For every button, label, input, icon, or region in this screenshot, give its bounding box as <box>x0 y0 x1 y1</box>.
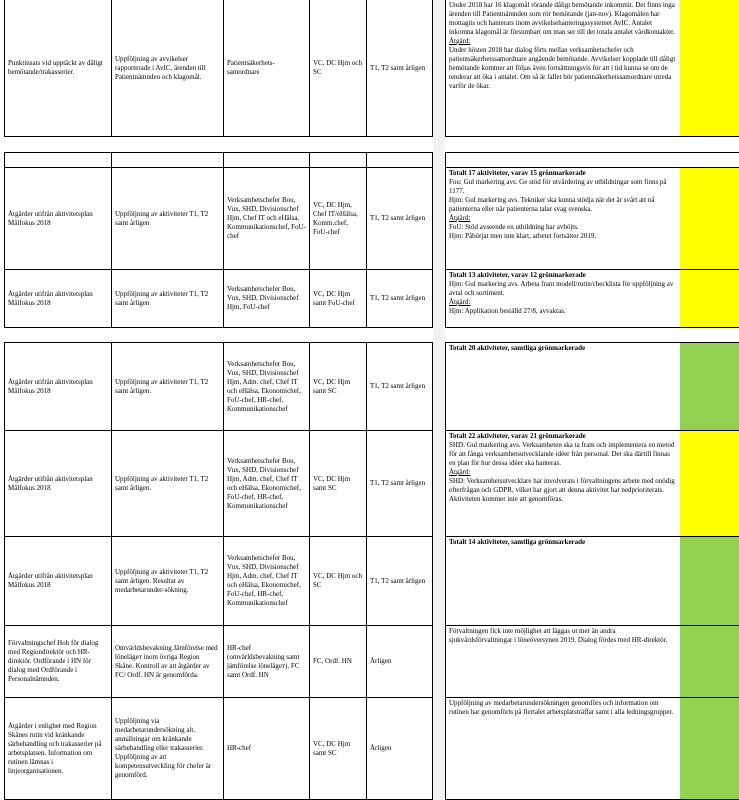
responsible-cell: HR-chef <box>224 698 310 800</box>
reporting-cell: VC, DC Hjm och SC <box>310 0 367 137</box>
method-cell: Uppföljning av aktiviteter T1, T2 samt årligen <box>112 270 224 328</box>
status-indicator-yellow <box>680 431 739 537</box>
responsible-cell: Verksamhetschefer Bou, Vux, SHD, Divisionschef Hjm, FoU-chef <box>224 270 310 328</box>
activity-cell: Åtgärder utifrån aktivitetsplan Målfokus 2018 <box>4 168 112 270</box>
result-cell: Totalt 20 aktiviteter, samtliga grönmarkerade <box>445 342 681 431</box>
result-cell: Under 2018 har 16 klagomål rörande dåligt bemötande inkommit. Det finns inga ärenden till Patientnämnden som rör bemötande (jan-nov). Klagomålen har mottagits och hanterats inom avvikelsehanteringssystemet AvIC. Antalet inkomna klagomål är försumbart om man ser till det totala antalet vårdkontakter. Åtgärd: Under hösten 2018 har dialog förts mellan verksamhetschefer och patientsäkerhetssamordnare angående bemötande. Avvikelser kopplade till dåligt bemötande kommer att följas även fortsättningsvis för att i tid kunna se om de tenderar att öka i antalet. Om så är fallet bör patientsäkerhetssamordnare utreda varför de ökar. <box>445 0 681 137</box>
responsible-cell: Verksamhetschefer Bou, Vux, SHD, Divisionschef Hjm, Adm. chef, Chef IT och eHälsa, Ekonomichef, FoU-chef, HR-chef, Kommunikationschef <box>224 431 310 537</box>
timing-cell: T1, T2 samt årligen <box>367 0 433 137</box>
status-indicator-green <box>680 537 739 626</box>
result-cell: Totalt 13 aktiviteter, varav 12 grönmarkerade Hjm: Gul markering avs. Arbeta fram modell/rutin/checklista för uppföljning av avtal och sortiment. Åtgärd: Hjm: Applikation beställd 27/8, avvaktas. <box>445 270 681 328</box>
result-cell: Uppföljning av medarbetarundersökningen genomförs och information om rutinen har genomförts på flertalet arbetsplatsträffar samt i alla ledningsgrupper. <box>445 698 681 800</box>
timing-cell: T1, T2 samt årligen <box>367 342 433 431</box>
reporting-cell: VC, DC Hjm samt SC <box>310 698 367 800</box>
timing-cell: T1, T2 samt årligen <box>367 537 433 626</box>
result-cell: Förvaltningen fick inte möjlighet att läggas ut mer än andra sjukvårdsförvaltningar i löneöversynen 2019. Dialog fördes med HR-direktör. <box>445 626 681 698</box>
timing-cell: T1, T2 samt årligen <box>367 168 433 270</box>
blank-cell <box>112 152 224 168</box>
timing-cell: T1, T2 samt årligen <box>367 431 433 537</box>
activity-cell: Åtgärder i enlighet med Region Skånes rutin vid kränkande särbehandling och trakasserier på arbetsplatsen. Information om rutinen lämnas i linjeorganisationen. <box>4 698 112 800</box>
activity-cell: Åtgärder utifrån aktivitetsplan Målfokus 2018 <box>4 342 112 431</box>
method-cell: Omvärldsbevakning Jämförelse med lönelägет inom övriga Region Skåne. Kontroll av att åtgärder av FC/ Ordf. HN är genomförda. <box>112 626 224 698</box>
blank-status <box>680 152 739 168</box>
method-cell: Uppföljning av aktiviteter T1, T2 samt årligen. <box>112 431 224 537</box>
result-cell: Totalt 22 aktiviteter, varav 21 grönmarkerade SHD: Gul markering avs. Verksamheten ska ta fram och implementera en metod för att fånga verksamhetsutvecklande idéer från personal. Det ska därtill finnas en plan för hur dessa idéer ska hanteras. Åtgärd: SHD: Verksamhetsutvecklare har involverats i förvaltningens arbete med onödig efterfrågan och GDPR, vilket har gjort att denna aktivitet har nedprioriterats. Aktiviteten kommer inte att genomföras. <box>445 431 681 537</box>
responsible-cell: Verksamhetschefer Bou, Vux, SHD, Divisionschef Hjm, Chef IT och eHälsa, Kommunikationschef, FoU-chef <box>224 168 310 270</box>
responsible-cell: HR-chef (omvärldsbevakning samt jämförelse lönelägет), FC samt Ordf. HN <box>224 626 310 698</box>
status-indicator-yellow <box>680 0 739 137</box>
blank-cell <box>224 152 310 168</box>
blank-cell <box>367 152 433 168</box>
responsible-cell: Verksamhetschefer Bou, Vux, SHD, Divisionschef Hjm, Adm. chef, Chef IT och eHälsa, Ekonomichef, FoU-chef, HR-chef, Kommunikationschef <box>224 537 310 626</box>
column-gap <box>433 0 445 800</box>
timing-cell: T1, T2 samt årligen <box>367 270 433 328</box>
reporting-cell: VC, DC Hjm, Chef IT/eHälsa, Komm.chef, FoU-chef <box>310 168 367 270</box>
status-indicator-green <box>680 626 739 698</box>
blank-cell <box>4 152 112 168</box>
status-indicator-yellow <box>680 168 739 270</box>
responsible-cell: Patientsäkerhets-samordnare <box>224 0 310 137</box>
reporting-cell: VC, DC Hjm samt SC <box>310 431 367 537</box>
status-indicator-green <box>680 698 739 800</box>
result-cell: Totalt 17 aktiviteter, varav 15 grönmarkerade Fou: Gul markering avs. Ge stöd för utvärdering av utbildningar som finns på 1177. Hjm: Gul markering avs. Tekniker ska kunna stödja när det är svårt att nå patienterna eller när patienterna talar svag svenska. Åtgärd: FoU: Stöd avseende en utbildning har avböjts. Hjm: Påbörjat men inte klart, arbetet fortsätter 2019. <box>445 168 681 270</box>
method-cell: Uppföljning via medarbetarundersökning alt. anmälningar om kränkande särbehandling eller trakasserier. Uppföljning av att kompetensutveckling för chefer är genomförd. <box>112 698 224 800</box>
blank-cell <box>445 152 681 168</box>
reporting-cell: VC, DC Hjm samt SC <box>310 342 367 431</box>
method-cell: Uppföljning av avvikelser rapporterade i AvIC, ärenden till Patientnämnden och klagomål. <box>112 0 224 137</box>
activity-cell: Punktinsats vid upptäckt av dåligt bemötande/trakasserier. <box>4 0 112 137</box>
timing-cell: Årligen <box>367 698 433 800</box>
reporting-cell: FC, Ordf. HN <box>310 626 367 698</box>
activity-cell: Förvaltningschef Hoh för dialog med Regiondirektör och HR-direktör. Ordförande i HN för dialog med Ordförande i Personalnämnden. <box>4 626 112 698</box>
method-cell: Uppföljning av aktiviteter T1, T2 samt årligen <box>112 168 224 270</box>
responsible-cell: Verksamhetschefer Bou, Vux, SHD, Divisionschef Hjm, Adm. chef, Chef IT och eHälsa, Ekonomichef, FoU-chef, HR-chef, Kommunikationschef <box>224 342 310 431</box>
blank-cell <box>310 152 367 168</box>
method-cell: Uppföljning av aktiviteter T1, T2 samt årligen. <box>112 342 224 431</box>
timing-cell: Årligen <box>367 626 433 698</box>
activity-cell: Åtgärder utifrån aktivitetsplan Målfokus 2018 <box>4 270 112 328</box>
activity-cell: Åtgärder utifrån aktivitetsplan Målfokus 2018 <box>4 431 112 537</box>
activity-cell: Åtgärder utifrån aktivitetsplan Målfokus 2018 <box>4 537 112 626</box>
status-indicator-green <box>680 342 739 431</box>
reporting-cell: VC, DC Hjm och SC <box>310 537 367 626</box>
status-indicator-yellow <box>680 270 739 328</box>
reporting-cell: VC, DC Hjm samt FoU-chef <box>310 270 367 328</box>
method-cell: Uppföljning av aktiviteter T1, T2 samt årligen. Resultat av medarbetarunder-sökning. <box>112 537 224 626</box>
result-cell: Totalt 14 aktiviteter, samtliga grönmarkerade <box>445 537 681 626</box>
